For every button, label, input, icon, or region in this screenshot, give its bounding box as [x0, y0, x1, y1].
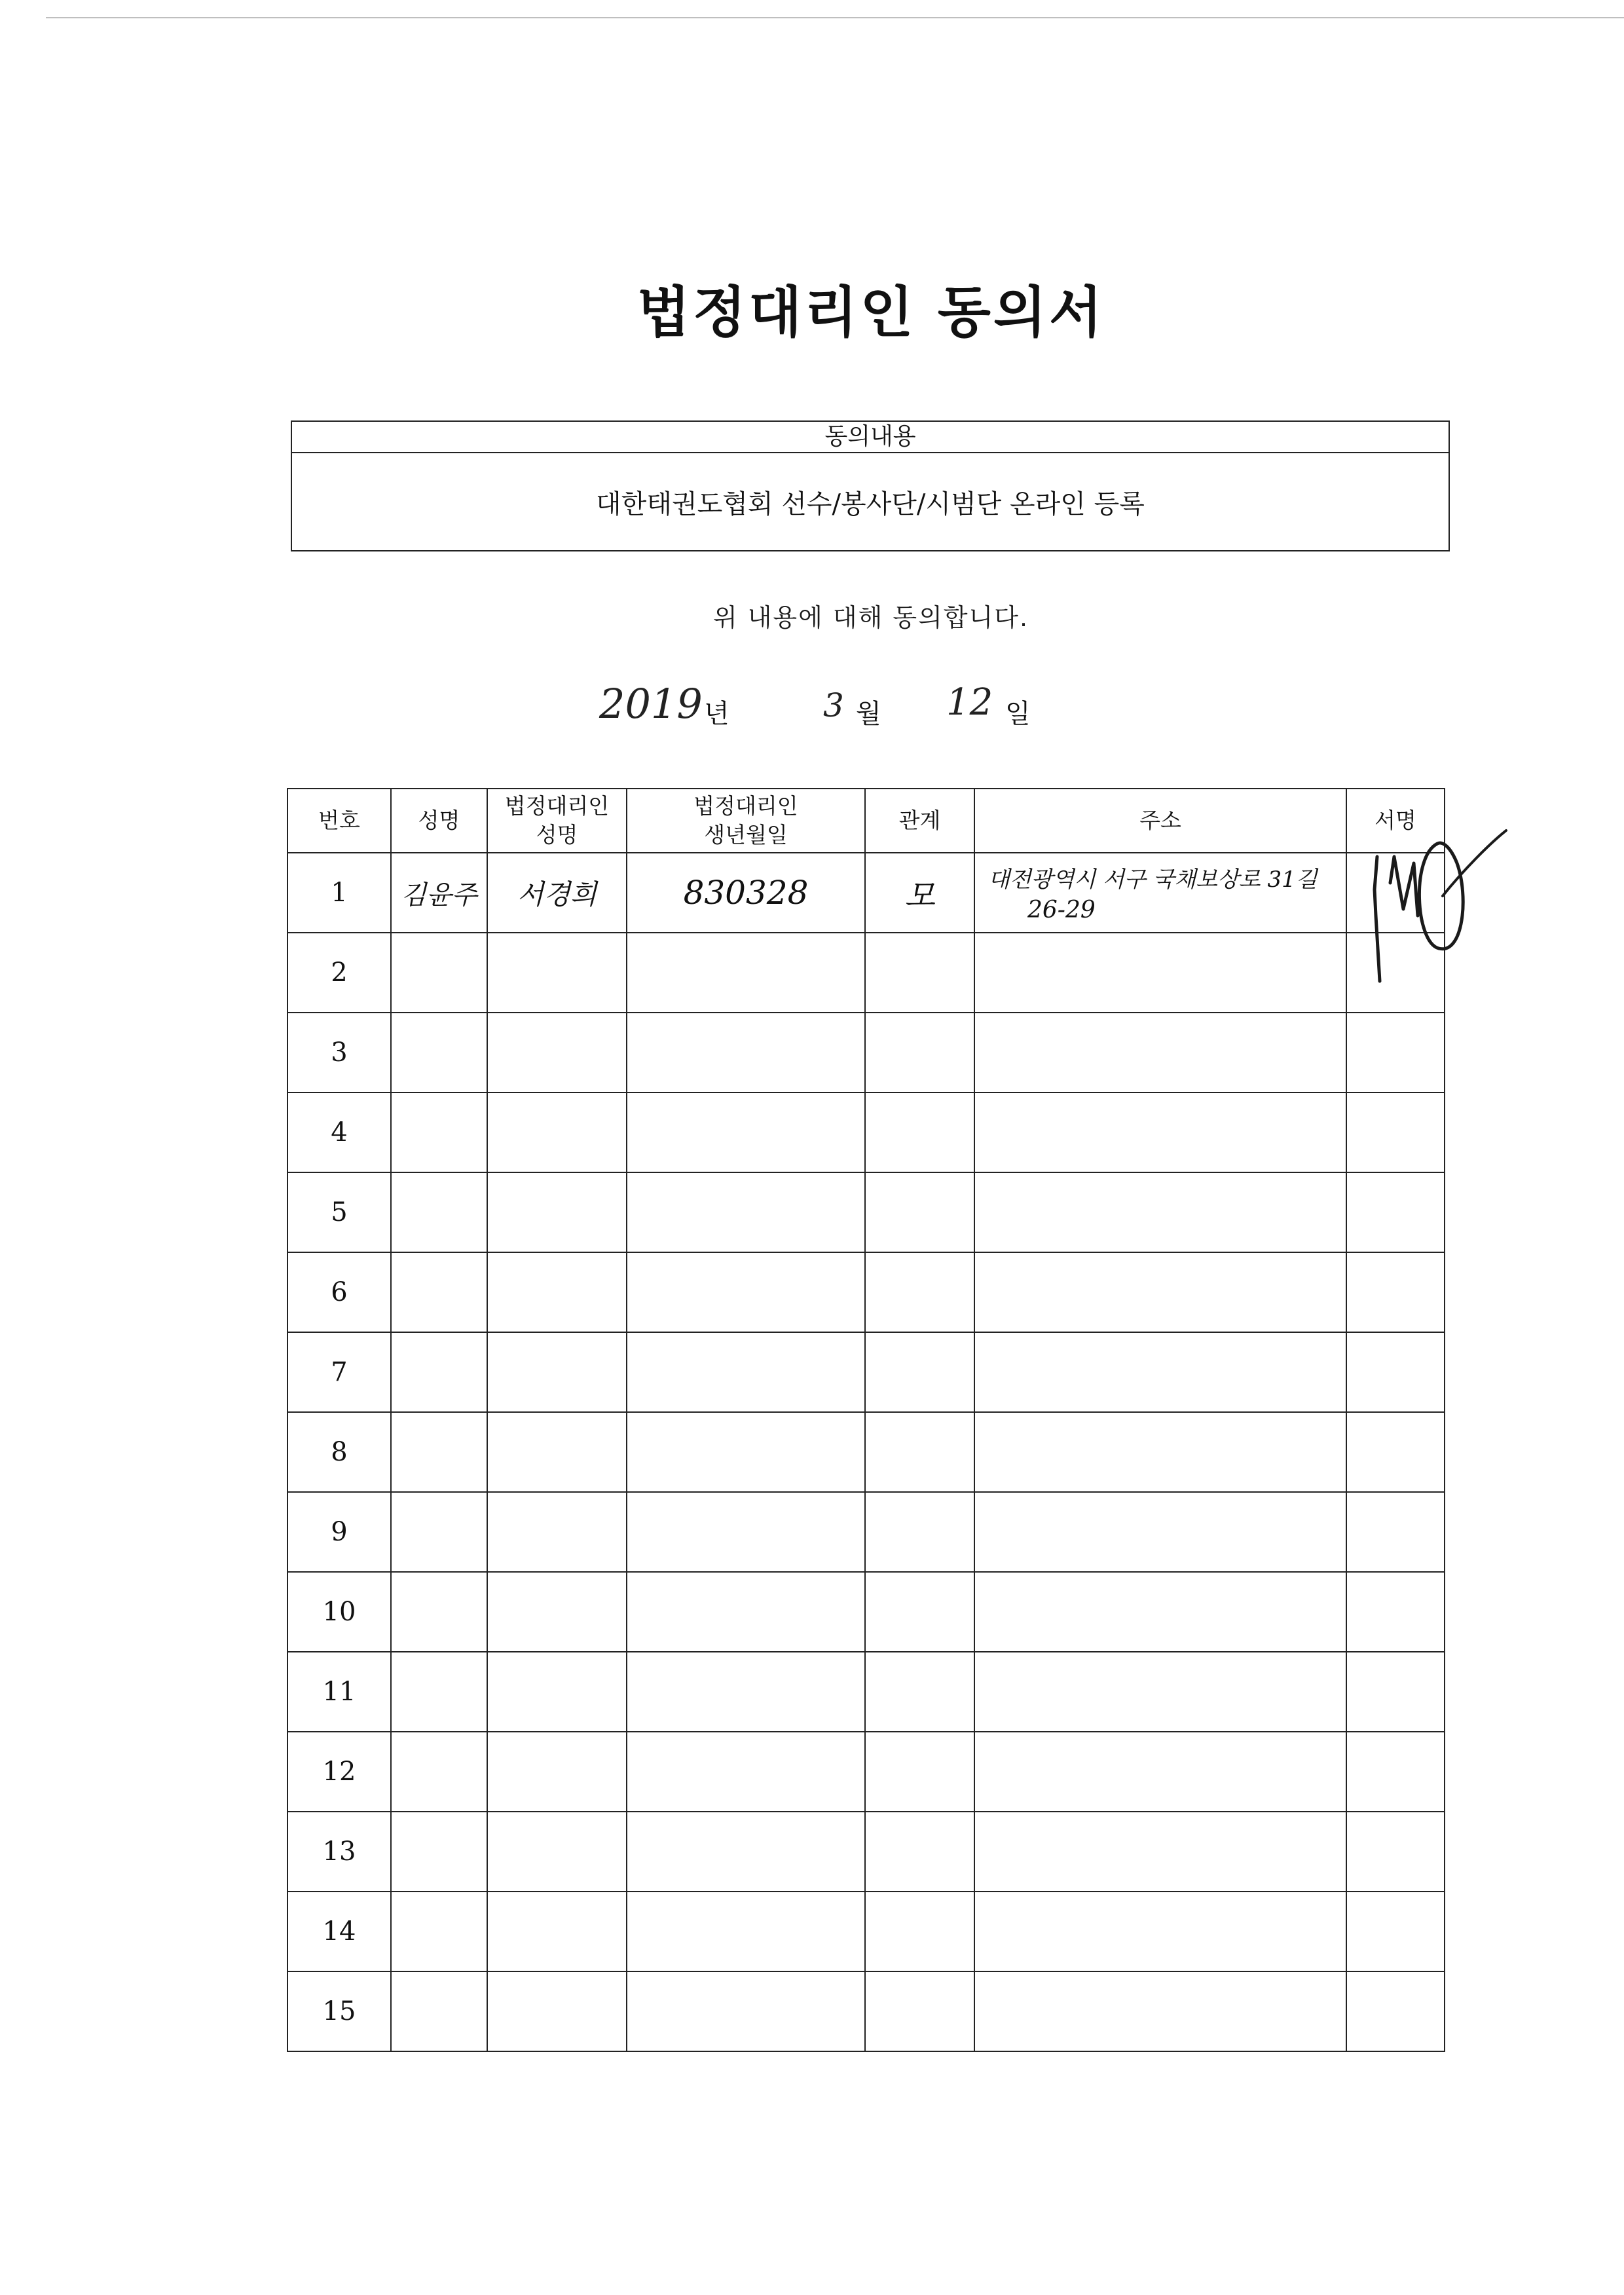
table-row — [287, 1572, 1445, 1652]
row-number: 11 — [287, 1652, 391, 1732]
row-number: 13 — [287, 1812, 391, 1892]
date-year-unit: 년 — [704, 699, 729, 729]
row-number: 7 — [287, 1332, 391, 1412]
table-row — [287, 1492, 1445, 1572]
row-number: 5 — [287, 1172, 391, 1252]
header-address: 주소 — [974, 789, 1346, 853]
agreement-statement: 위 내용에 대해 동의합니다. — [712, 603, 1029, 632]
table-row — [287, 1332, 1445, 1412]
header-signature: 서명 — [1346, 789, 1445, 853]
table-row — [287, 1412, 1445, 1492]
table-row — [287, 1172, 1445, 1252]
table-row — [287, 853, 1445, 933]
document-title: 법정대리인 동의서 — [637, 280, 1105, 345]
header-guardian-name-line1: 법정대리인 — [504, 793, 610, 819]
table-row — [287, 1092, 1445, 1172]
table-row — [287, 1812, 1445, 1892]
consent-content: 대한태권도협회 선수/봉사단/시범단 온라인 등록 — [596, 489, 1145, 519]
date-month-unit: 월 — [856, 699, 881, 729]
date-year-value: 2019 — [599, 680, 703, 728]
table-row — [287, 1252, 1445, 1332]
date-day-unit: 일 — [1005, 699, 1031, 729]
date-month-value: 3 — [823, 686, 844, 724]
row-number: 8 — [287, 1412, 391, 1492]
row-guardian-name: 서경희 — [487, 853, 627, 933]
row-number: 15 — [287, 1971, 391, 2051]
handwritten-signature — [1365, 817, 1509, 994]
header-guardian-name-line2: 성명 — [536, 822, 578, 848]
header-name: 성명 — [391, 789, 487, 853]
row-number: 12 — [287, 1732, 391, 1812]
header-relation: 관계 — [865, 789, 974, 853]
guardian-table — [287, 788, 1445, 2052]
date-line — [593, 680, 1182, 739]
row-guardian-birth: 830328 — [627, 853, 865, 933]
table-row — [287, 1892, 1445, 1971]
header-guardian-name — [487, 789, 627, 853]
consent-header: 동의내용 — [292, 422, 1449, 453]
table-row — [287, 1013, 1445, 1092]
row-address-line2: 26-29 — [1027, 897, 1096, 924]
row-name: 김윤주 — [391, 853, 487, 933]
row-number: 3 — [287, 1013, 391, 1092]
row-address-line1: 대전광역시 서구 국채보상로 31길 — [988, 867, 1318, 893]
table-row — [287, 1971, 1445, 2051]
row-number: 1 — [287, 853, 391, 933]
row-number: 6 — [287, 1252, 391, 1332]
date-day-value: 12 — [946, 681, 993, 724]
header-guardian-birth — [627, 789, 865, 853]
header-guardian-birth-line2: 생년월일 — [704, 822, 788, 848]
table-header-row — [287, 789, 1445, 853]
row-number: 4 — [287, 1092, 391, 1172]
header-guardian-birth-line1: 법정대리인 — [693, 793, 798, 819]
header-number: 번호 — [287, 789, 391, 853]
table-row — [287, 1732, 1445, 1812]
row-number: 9 — [287, 1492, 391, 1572]
row-address — [974, 853, 1346, 933]
row-number: 2 — [287, 933, 391, 1013]
scan-edge-line — [46, 17, 1624, 18]
row-relation: 모 — [865, 853, 974, 933]
table-row — [287, 933, 1445, 1013]
row-number: 10 — [287, 1572, 391, 1652]
table-row — [287, 1652, 1445, 1732]
row-number: 14 — [287, 1892, 391, 1971]
consent-box — [291, 420, 1450, 551]
